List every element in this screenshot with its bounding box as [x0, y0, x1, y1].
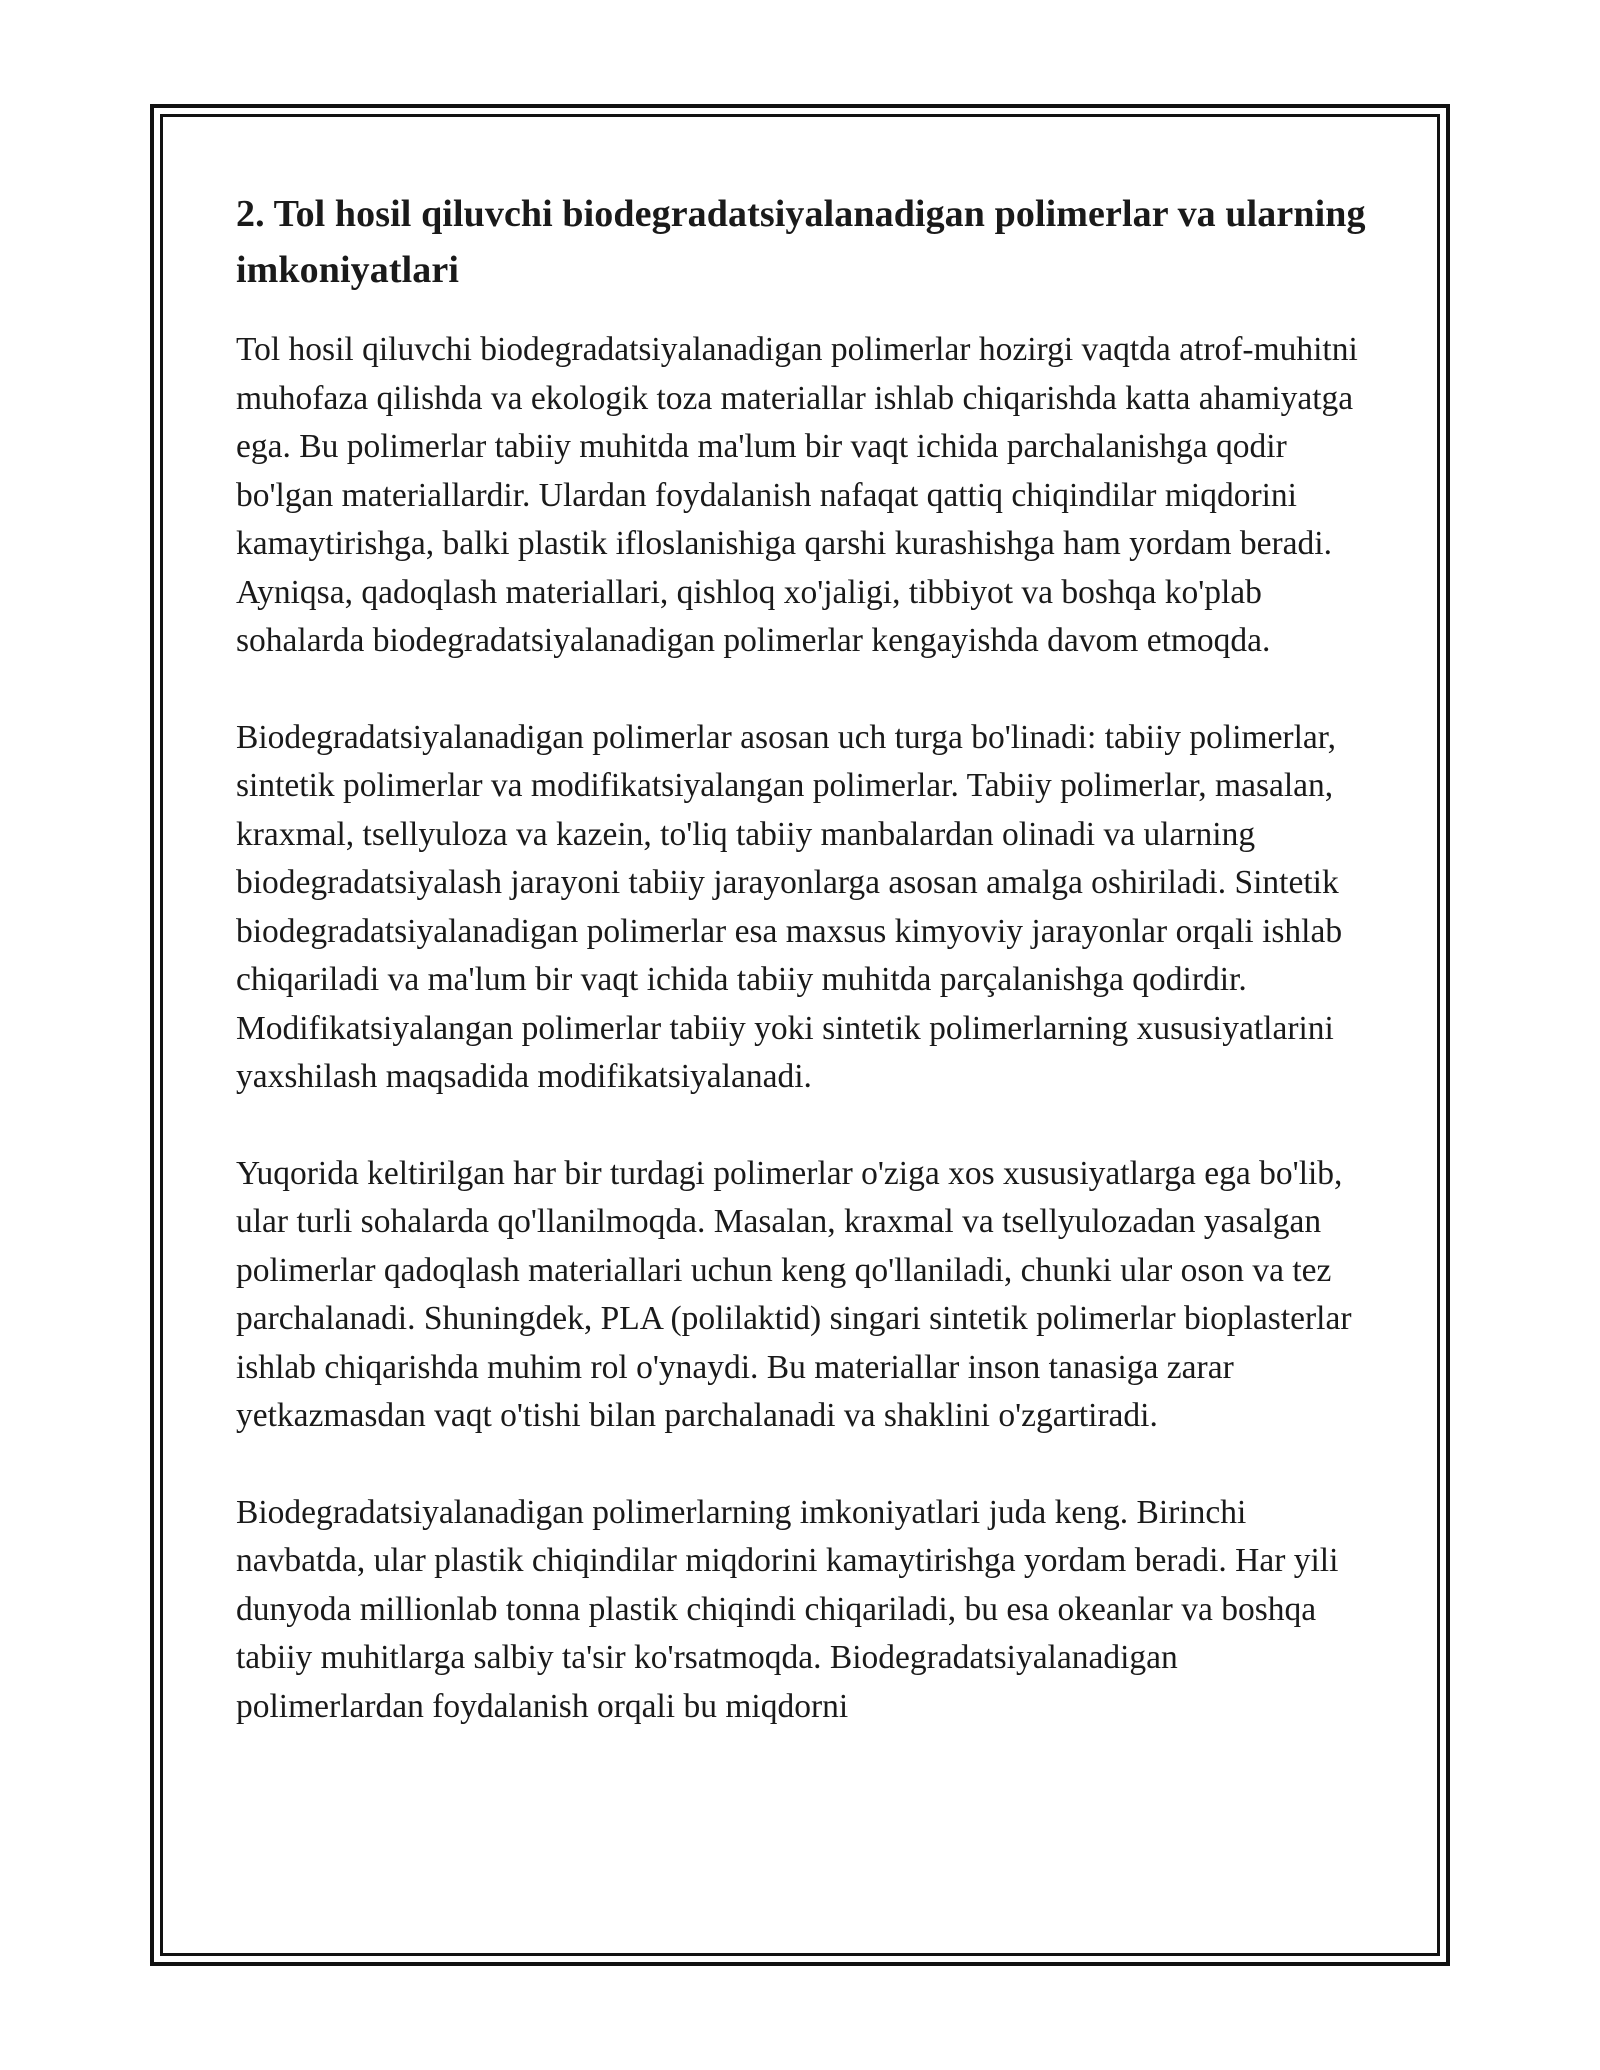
document-body: [236, 186, 1366, 1731]
paragraph-4: Biodegradatsiyalanadigan polimerlarning imkoniyatlari juda keng. Birinchi navbatda, ular plastik chiqindilar miqdorini kamaytirishga yordam beradi. Har yili dunyoda millionlab tonna plastik chiqindi chiqariladi, bu esa okeanlar va boshqa tabiiy muhitlarga salbiy ta'sir ko'rsatmoqda. Biodegradatsiyalanadigan polimerlardan foydalanish orqali bu miqdorni: [236, 1493, 1339, 1725]
paragraph-3: Yuqorida keltirilgan har bir turdagi polimerlar o'ziga xos xususiyatlarga ega bo'lib, ular turli sohalarda qo'llanilmoqda. Masalan, kraxmal va tsellyulozadan yasalgan polimerlar qadoqlash materiallari uchun keng qo'llaniladi, chunki ular oson va tez parchalanadi. Shuningdek, PLA (polilaktid) singari sintetik polimerlar bioplasterlar ishlab chiqarishda muhim rol o'ynaydi. Bu materiallar inson tanasiga zarar yetkazmasdan vaqt o'tishi bilan parchalanadi va shaklini o'zgartiradi.: [236, 1154, 1352, 1434]
paragraph-2: Biodegradatsiyalanadigan polimerlar asosan uch turga bo'linadi: tabiiy polimerlar, sintetik polimerlar va modifikatsiyalangan polimerlar. Tabiiy polimerlar, masalan, kraxmal, tsellyuloza va kazein, to'liq tabiiy manbalardan olinadi va ularning biodegradatsiyalash jarayoni tabiiy jarayonlarga asosan amalga oshiriladi. Sintetik biodegradatsiyalanadigan polimerlar esa maxsus kimyoviy jarayonlar orqali ishlab chiqariladi va ma'lum bir vaqt ichida tabiiy muhitda parçalanishga qodirdir. Modifikatsiyalangan polimerlar tabiiy yoki sintetik polimerlarning xususiyatlarini yaxshilash maqsadida modifikatsiyalanadi.: [236, 718, 1343, 1095]
section-heading: 2. Tol hosil qiluvchi biodegradatsiyalanadigan polimerlar va ularning imkoniyatlari: [236, 193, 1366, 291]
paragraph-1: Tol hosil qiluvchi biodegradatsiyalanadigan polimerlar hozirgi vaqtda atrof-muhitni muhofaza qilishda va ekologik toza materiallar ishlab chiqarishda katta ahamiyatga ega. Bu polimerlar tabiiy muhitda ma'lum bir vaqt ichida parchalanishga qodir bo'lgan materiallardir. Ulardan foydalanish nafaqat qattiq chiqindilar miqdorini kamaytirishga, balki plastik ifloslanishiga qarshi kurashishga ham yordam beradi. Ayniqsa, qadoqlash materiallari, qishloq xo'jaligi, tibbiyot va boshqa ko'plab sohalarda biodegradatsiyalanadigan polimerlar kengayishda davom etmoqda.: [236, 331, 1358, 659]
